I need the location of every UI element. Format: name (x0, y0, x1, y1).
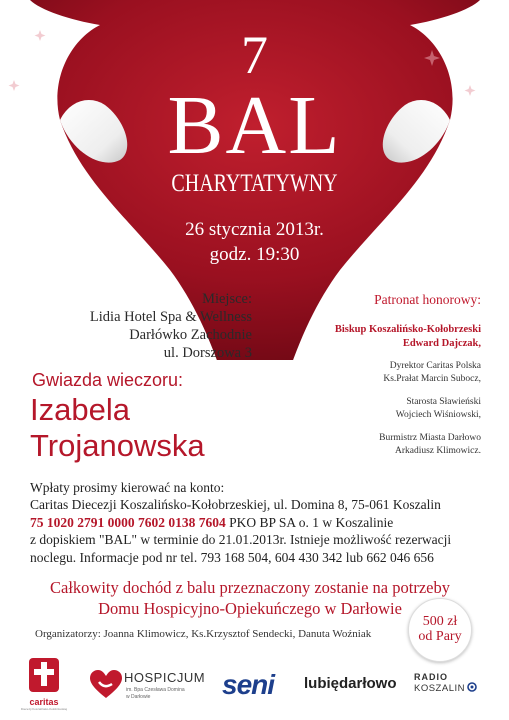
lubie-darlowo-logo: lubiędarłowo (304, 675, 397, 692)
patron-line: Ks.Prałat Marcin Subocz, (383, 374, 481, 384)
price-amount: 500 zł (422, 614, 458, 629)
venue-line: ul. Dorszowa 3 (163, 345, 252, 361)
patron-bishop (261, 323, 481, 351)
patron-line: Dyrektor Caritas Polska (389, 361, 481, 371)
patronage-block (261, 291, 481, 468)
patron-line: Biskup Koszalińsko-Kołobrzeski (334, 324, 481, 335)
proceeds-note (30, 577, 470, 619)
proceeds-line: Domu Hospicyjno-Opiekuńczego w Darłowie (98, 599, 402, 618)
koszalin-label (414, 682, 494, 694)
heart-icon (90, 670, 122, 700)
star-label: Gwiazda wieczoru: (32, 370, 184, 390)
payment-line: noclegu. Informacje pod nr tel. 793 168 504, 604 430 342 lub 662 046 656 (30, 549, 434, 565)
organizers-line: Organizatorzy: Joanna Klimowicz, Ks.Krzysztof Sendecki, Danuta Woźniak (35, 628, 372, 640)
venue-line: Darłówko Zachodnie (129, 327, 252, 343)
patron-line: Wojciech Wiśniowski, (395, 410, 481, 420)
star-name-line: Izabela (30, 392, 130, 427)
event-date: 26 stycznia 2013r. (185, 219, 324, 240)
payment-line: Caritas Diecezji Koszalińsko-Kołobrzeskiej, ul. Domina 8, 75-061 Koszalin (30, 497, 441, 513)
hospicjum-sub-line: w Darłowie (126, 694, 151, 700)
radio-wave-icon (467, 682, 477, 692)
hospicjum-sub-line: im. Bpa Czesława Domina (126, 687, 185, 693)
caritas-subtitle: Diecezji Koszalińsko-Kołobrzeskiej (20, 707, 68, 711)
patron-mayor (261, 432, 481, 458)
star-name (30, 392, 205, 464)
hospicjum-subtitle (126, 687, 185, 701)
payment-info (30, 479, 490, 566)
payment-line: z dopiskiem "BAL" w terminie do 21.01.2013r. Istnieje możliwość rezerwacji (30, 532, 452, 548)
bank-name: PKO BP SA o. 1 w Koszalinie (225, 514, 394, 530)
patron-line: Burmistrz Miasta Darłowo (379, 433, 481, 443)
patron-starosta (261, 396, 481, 422)
caritas-wordmark: caritas (29, 697, 59, 707)
payment-line: Wpłaty prosimy kierować na konto: (30, 480, 225, 495)
radio-label: RADIO (414, 672, 448, 682)
price-per: od Pary (418, 629, 462, 644)
patron-line: Edward Dajczak, (402, 338, 481, 349)
venue-label: Miejsce: (202, 291, 252, 307)
star-name-line: Trojanowska (30, 428, 205, 463)
hospicjum-wordmark: HOSPICJUM (124, 670, 206, 685)
venue-line: Lidia Hotel Spa & Wellness (89, 309, 252, 325)
patron-line: Starosta Sławieński (406, 397, 481, 407)
patron-caritas (261, 360, 481, 386)
ball-title: BAL (167, 79, 342, 172)
hospicjum-logo (90, 670, 206, 710)
proceeds-line: Całkowity dochód z balu przeznaczony zostanie na potrzeby (50, 578, 450, 597)
radio-koszalin-logo (414, 672, 494, 694)
seni-logo: seni (222, 669, 275, 700)
ball-subtitle: CHARYTATYWNY (171, 170, 338, 197)
caritas-logo (14, 658, 74, 716)
ball-edition-number: 7 (241, 25, 268, 85)
koszalin-text: KOSZALIN (414, 683, 465, 694)
payment-account-line (30, 514, 490, 531)
patronage-heading: Patronat honorowy: (374, 292, 481, 307)
bank-account-number: 75 1020 2791 0000 7602 0138 7604 (30, 514, 226, 530)
venue-block (52, 290, 252, 362)
sponsor-logos (0, 652, 509, 720)
caritas-cross-icon (29, 658, 59, 692)
patron-line: Arkadiusz Klimowicz. (394, 446, 481, 456)
event-time: godz. 19:30 (209, 244, 300, 265)
